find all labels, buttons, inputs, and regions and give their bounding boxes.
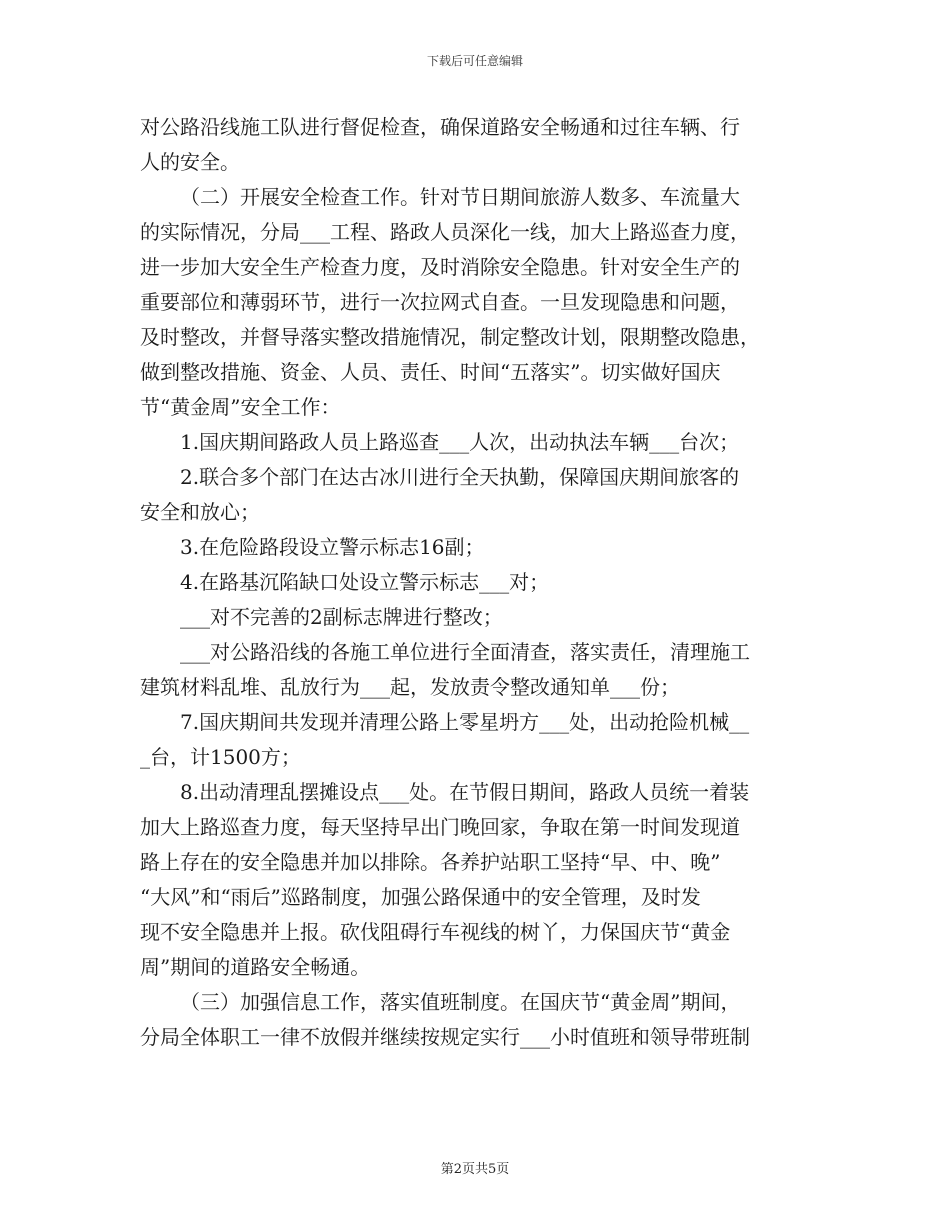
text-line: 重要部位和薄弱环节，进行一次拉网式自查。一旦发现隐患和问题， [140, 290, 740, 314]
text-line: 的实际情况，分局___工程、路政人员深化一线，加大上路巡查力度， [140, 220, 750, 244]
page-header: 下载后可任意编辑 [426, 54, 523, 68]
text-line: 及时整改，并督导落实整改措施情况，制定整改计划，限期整改隐患， [140, 325, 760, 349]
page-footer: 第2页共5页 [440, 1162, 510, 1177]
document-body [140, 110, 810, 1055]
text-line: 做到整改措施、资金、人员、责任、时间“五落实”。切实做好国庆 [140, 360, 721, 384]
text-line: 4.在路基沉陷缺口处设立警示标志___对； [180, 570, 550, 594]
text-line: 7.国庆期间共发现并清理公路上零星坍方___处，出动抢险机械__ [180, 710, 750, 734]
text-line: 安全和放心； [140, 500, 260, 524]
text-line: 周”期间的道路安全畅通。 [140, 955, 371, 979]
text-line: 8.出动清理乱摆摊设点___处。在节假日期间，路政人员统一着装 [180, 780, 750, 804]
text-line: 分局全体职工一律不放假并继续按规定实行___小时值班和领导带班制 [140, 1025, 750, 1049]
text-line: （三）加强信息工作，落实值班制度。在国庆节“黄金周”期间， [180, 990, 741, 1014]
text-line: 建筑材料乱堆、乱放行为___起，发放责令整改通知单___份； [140, 675, 680, 699]
text-line: ___对公路沿线的各施工单位进行全面清查，落实责任，清理施工 [180, 640, 750, 664]
text-line: 现不安全隐患并上报。砍伐阻碍行车视线的树丫，力保国庆节“黄金 [140, 920, 731, 944]
text-line: 3.在危险路段设立警示标志16副； [180, 535, 485, 559]
text-line: 1.国庆期间路政人员上路巡查___人次，出动执法车辆___台次； [180, 430, 740, 454]
text-line: 2.联合多个部门在达古冰川进行全天执勤，保障国庆期间旅客的 [180, 465, 740, 489]
text-line: 人的安全。 [140, 150, 240, 174]
text-line: _台，计1500方； [140, 745, 301, 769]
text-line: 路上存在的安全隐患并加以排除。各养护站职工坚持“早、中、晚” [140, 850, 721, 874]
text-line: “大风”和“雨后”巡路制度，加强公路保通中的安全管理，及时发 [140, 885, 701, 909]
text-line: 节“黄金周”安全工作： [140, 395, 341, 419]
text-line: （二）开展安全检查工作。针对节日期间旅游人数多、车流量大 [180, 185, 740, 209]
text-line: 加大上路巡查力度，每天坚持早出门晚回家，争取在第一时间发现道 [140, 815, 740, 839]
text-line: 对公路沿线施工队进行督促检查，确保道路安全畅通和过往车辆、行 [140, 115, 740, 139]
text-line: ___对不完善的2副标志牌进行整改； [180, 605, 503, 629]
text-line: 进一步加大安全生产检查力度，及时消除安全隐患。针对安全生产的 [140, 255, 740, 279]
